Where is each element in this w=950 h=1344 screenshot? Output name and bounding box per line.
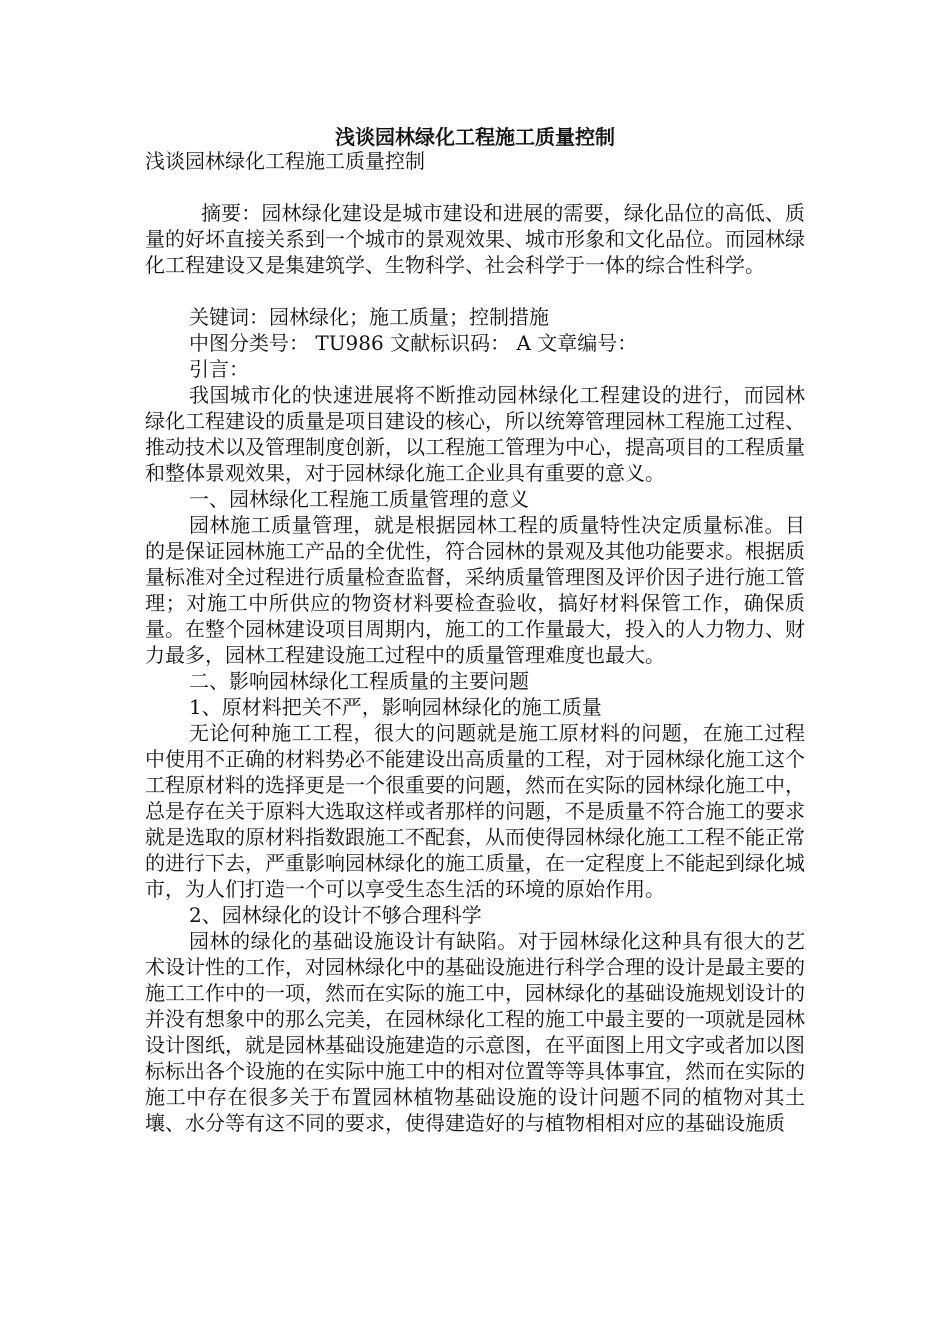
subsection2-heading: 2、园林绿化的设计不够合理科学	[189, 903, 482, 927]
subsection1-heading: 1、原材料把关不严，影响园林绿化的施工质量	[189, 695, 602, 719]
document-body	[145, 148, 805, 1136]
subsection1-paragraph: 无论何种施工工程，很大的问题就是施工原材料的问题，在施工过程中使用不正确的材料势必不能建设出高质量的工程，对于园林绿化施工这个工程原材料的选择更是一个很重要的问题，然而在实际的园林绿化施工中，总是存在关于原料大选取这样或者那样的问题，不是质量不符合施工的要求就是选取的原材料指数跟施工不配套，从而使得园林绿化施工工程不能正常的进行下去，严重影响园林绿化的施工质量，在一定程度上不能起到绿化城市，为人们打造一个可以享受生态生活的环境的原始作用。	[145, 721, 805, 901]
intro-heading: 引言：	[189, 357, 249, 381]
abstract-paragraph: 摘要：园林绿化建设是城市建设和进展的需要，绿化品位的高低、质量的好坏直接关系到一个城市的景观效果、城市形象和文化品位。而园林绿化工程建设又是集建筑学、生物科学、社会科学于一体的综合性科学。	[145, 201, 805, 277]
document-subtitle: 浅谈园林绿化工程施工质量控制	[145, 149, 425, 173]
document-title: 浅谈园林绿化工程施工质量控制	[335, 125, 615, 149]
intro-paragraph: 我国城市化的快速进展将不断推动园林绿化工程建设的进行，而园林绿化工程建设的质量是项目建设的核心，所以统筹管理园林工程施工过程、推动技术以及管理制度创新，以工程施工管理为中心，提高项目的工程质量和整体景观效果，对于园林绿化施工企业具有重要的意义。	[145, 383, 805, 485]
section1-paragraph: 园林施工质量管理，就是根据园林工程的质量特性决定质量标准。目的是保证园林施工产品的全优性，符合园林的景观及其他功能要求。根据质量标准对全过程进行质量检查监督，采纳质量管理图及评价因子进行施工管理；对施工中所供应的物资材料要检查验收，搞好材料保管工作，确保质量。在整个园林建设项目周期内，施工的工作量最大，投入的人力物力、财力最多，园林工程建设施工过程中的质量管理难度也最大。	[145, 513, 805, 667]
subsection2-paragraph: 园林的绿化的基础设施设计有缺陷。对于园林绿化这种具有很大的艺术设计性的工作，对园林绿化中的基础设施进行科学合理的设计是最主要的施工工作中的一项，然而在实际的施工中，园林绿化的基础设施规划设计的并没有想象中的那么完美，在园林绿化工程的施工中最主要的一项就是园林设计图纸，就是园林基础设施建造的示意图，在平面图上用文字或者加以图标标出各个设施的在实际中施工中的相对位置等等具体事宜，然而在实际的施工中存在很多关于布置园林植物基础设施的设计问题不同的植物对其土壤、水分等有这不同的要求，使得建造好的与植物相相对应的基础设施质	[145, 929, 805, 1135]
section1-heading: 一、园林绿化工程施工质量管理的意义	[189, 487, 529, 511]
spacer	[145, 174, 805, 200]
section2-heading: 二、影响园林绿化工程质量的主要问题	[189, 669, 529, 693]
keywords-line: 关键词：园林绿化；施工质量；控制措施	[189, 305, 549, 329]
spacer	[145, 278, 805, 304]
classification-line: 中图分类号： TU986 文献标识码： A 文章编号：	[189, 331, 638, 355]
